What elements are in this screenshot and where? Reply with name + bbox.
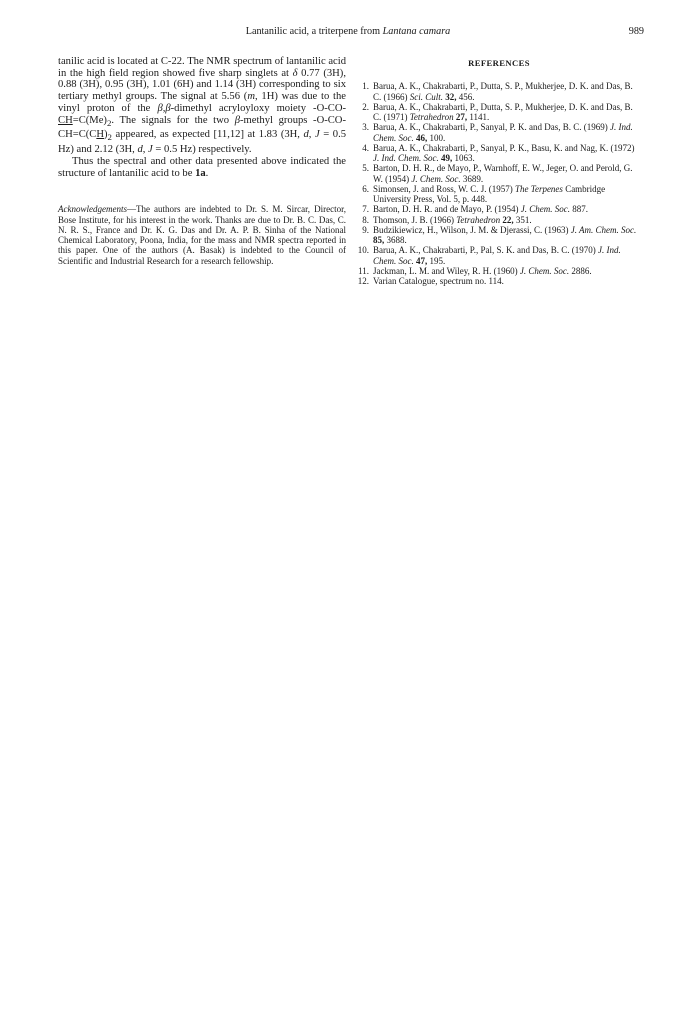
reference-text: Jackman, L. M. and Wiley, R. H. (1960) J. Chem. Soc. 2886. — [373, 265, 592, 276]
acknowledgements-text: —The authors are indebted to Dr. S. M. Sircar, Director, Bose Institute, for his interest in the work. Thanks are due to Dr. B. C. Das, C. N. R. S., France and Dr. K. G. Das and Dr. A. P. B. Sinha of the National Chemical Laboratory, Poona, India, for the mass and NMR spectra reported in this paper. One of the authors (A. Basak) is indebted to the Council of Scientific and Industrial Research for a research fellowship. — [58, 204, 346, 266]
reference-number: 7. — [362, 204, 369, 215]
reference-text: Budzikiewicz, H., Wilson, J. M. & Djerassi, C. (1963) J. Am. Chem. Soc. 85, 3688. — [373, 224, 637, 245]
reference-text: Barua, A. K., Chakrabarti, P., Sanyal, P. K., Basu, K. and Nag, K. (1972) J. Ind. Chem. Soc. 49, 1063. — [373, 142, 635, 163]
left-column — [58, 56, 346, 266]
running-title-text: Lantanilic acid, a triterpene from — [245, 26, 383, 37]
nmr-paragraph: tanilic acid is located at C-22. The NMR spectrum of lantanilic acid in the high field region showed five sharp singlets at δ 0.77 (3H), 0.88 (3H), 0.95 (3H), 1.01 (6H) and 1.14 (3H) corresponding to six tertiary methyl groups. The signal at 5.56 (m, 1H) was due to the vinyl proton of the β,β-dimethyl acryloyloxy moiety $-O-CO-CH=C(Me)_2$. The signals for the two β-methyl groups $-O-CO-CH=C(CH)_2$ appeared, as expected [11,12] at 1.83 (3H, d, J = 0.5 Hz) and 2.12 (3H, d, J = 0.5 Hz) respectively. — [58, 56, 347, 156]
reference-text: Barton, D. H. R., de Mayo, P., Warnhoff, E. W., Jeger, O. and Perold, G. W. (1954) J. Chem. Soc. 3689. — [373, 163, 633, 184]
reference-number: 8. — [362, 214, 369, 225]
reference-item — [357, 245, 641, 266]
acknowledgements-label: Acknowledgements — [58, 204, 127, 215]
reference-text: Barua, A. K., Chakrabarti, P., Pal, S. K. and Das, B. C. (1970) J. Ind. Chem. Soc. 47, 195. — [373, 245, 621, 266]
reference-item — [357, 266, 641, 276]
reference-number: 2. — [362, 101, 369, 112]
reference-item — [357, 81, 641, 102]
reference-item — [357, 102, 641, 123]
page-number: 989 — [628, 26, 644, 37]
reference-text: Simonsen, J. and Ross, W. C. J. (1957) The Terpenes Cambridge University Press, Vol. 5, p. 448. — [373, 183, 606, 204]
running-header — [0, 26, 696, 40]
reference-number: 10. — [357, 245, 369, 256]
compound-label: 1a — [195, 167, 206, 179]
references-heading: REFERENCES — [468, 58, 530, 68]
reference-item — [357, 163, 641, 184]
reference-number: 4. — [362, 142, 369, 153]
reference-number: 11. — [358, 265, 369, 276]
reference-item — [357, 204, 641, 214]
reference-item — [357, 215, 641, 225]
reference-text: Thomson, J. B. (1966) Tetrahedron 22, 351. — [373, 214, 532, 225]
reference-text: Barua, A. K., Chakrabarti, P., Sanyal, P. K. and Das, B. C. (1969) J. Ind. Chem. Soc. 46, 100. — [373, 122, 633, 143]
reference-number: 3. — [362, 122, 369, 133]
reference-number: 9. — [362, 224, 369, 235]
reference-item — [357, 122, 641, 143]
reference-text: Barua, A. K., Chakrabarti, P., Dutta, S. P., Mukherjee, D. K. and Das, B. C. (1971) Tetrahedron 27, 1141. — [373, 101, 633, 122]
references-list — [357, 81, 641, 286]
reference-number: 1. — [362, 81, 369, 92]
running-title-species: Lantana camara — [382, 26, 451, 37]
acknowledgements-paragraph — [58, 204, 346, 266]
reference-text: Varian Catalogue, spectrum no. 114. — [373, 276, 504, 286]
reference-item — [357, 184, 641, 205]
conclusion-paragraph: Thus the spectral and other data presented above indicated the structure of lantanilic acid to be 1a. — [58, 155, 346, 179]
reference-number: 5. — [362, 163, 369, 174]
running-title — [0, 26, 696, 37]
reference-text: Barton, D. H. R. and de Mayo, P. (1954) J. Chem. Soc. 887. — [373, 204, 588, 215]
reference-item — [357, 276, 641, 286]
references-section — [357, 58, 641, 286]
reference-item — [357, 225, 641, 246]
reference-item — [357, 143, 641, 164]
reference-text: Barua, A. K., Chakrabarti, P., Dutta, S. P., Mukherjee, D. K. and Das, B. C. (1966) Sci. Cult. 32, 456. — [373, 81, 633, 102]
reference-number: 6. — [362, 183, 369, 194]
reference-number: 12. — [357, 276, 369, 286]
